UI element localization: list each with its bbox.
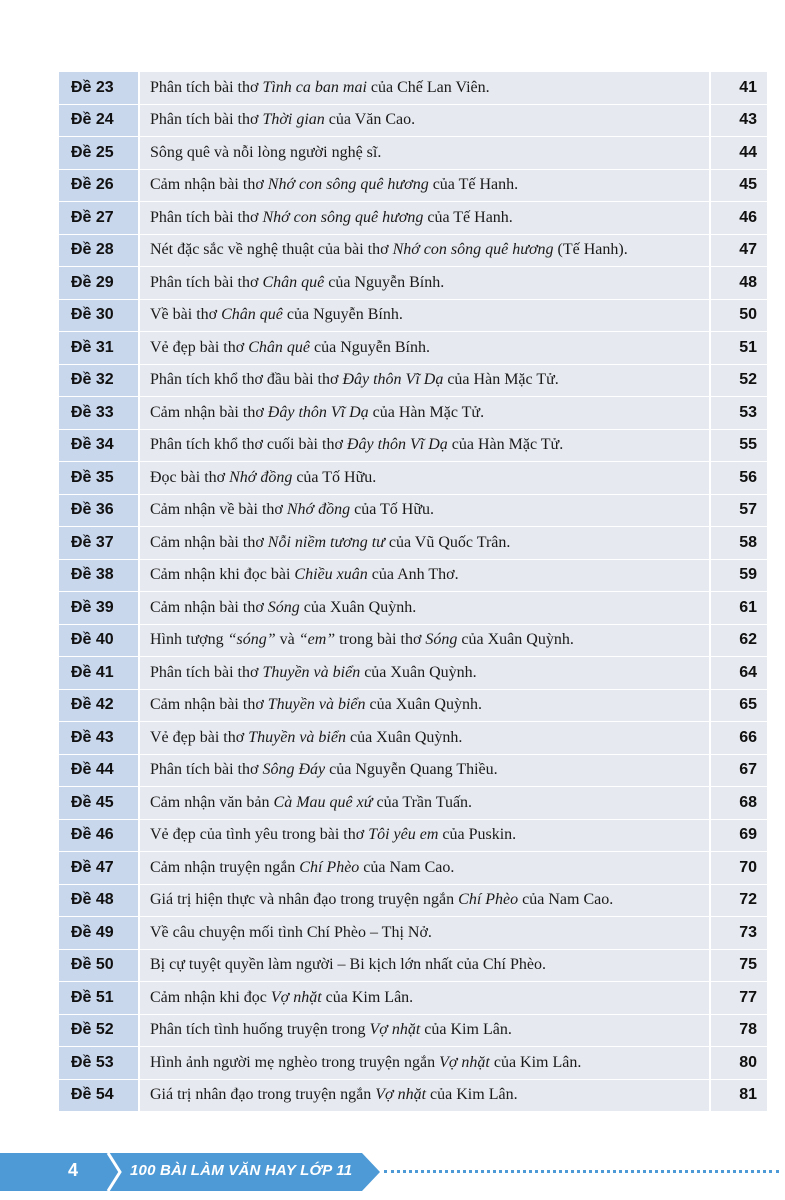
toc-title-segment: của Xuân Quỳnh. bbox=[345, 728, 463, 746]
toc-body bbox=[59, 72, 767, 1112]
toc-entry-title bbox=[138, 332, 709, 365]
toc-row bbox=[59, 755, 767, 788]
toc-title-segment: Vẻ đẹp bài thơ bbox=[150, 728, 249, 746]
toc-title-italic-segment: Cà Mau quê xứ bbox=[273, 793, 373, 811]
toc-entry-number: Đề 32 bbox=[59, 365, 138, 398]
toc-title-segment: của Anh Thơ. bbox=[367, 566, 459, 584]
toc-title-italic-segment: Thuyền và biển bbox=[267, 696, 366, 714]
toc-title-segment: của Tế Hanh. bbox=[428, 176, 519, 194]
toc-entry-title bbox=[138, 1047, 709, 1080]
toc-entry-number: Đề 51 bbox=[59, 982, 138, 1015]
toc-title-segment: của Kim Lân. bbox=[420, 1021, 512, 1039]
toc-row bbox=[59, 820, 767, 853]
toc-row bbox=[59, 527, 767, 560]
toc-entry-title bbox=[138, 982, 709, 1015]
toc-entry-page: 66 bbox=[709, 722, 767, 755]
toc-row bbox=[59, 137, 767, 170]
toc-row bbox=[59, 852, 767, 885]
toc-entry-title bbox=[138, 430, 709, 463]
toc-title-segment: của Kim Lân. bbox=[426, 1086, 518, 1104]
toc-title-segment: của Nguyễn Quang Thiều. bbox=[325, 761, 498, 779]
toc-entry-number: Đề 40 bbox=[59, 625, 138, 658]
toc-title-segment: của Nguyễn Bính. bbox=[282, 306, 403, 324]
toc-title-italic-segment: Sông Đáy bbox=[262, 761, 326, 779]
toc-row bbox=[59, 885, 767, 918]
toc-title-italic-segment: Nhớ đồng bbox=[286, 501, 351, 519]
toc-entry-page: 57 bbox=[709, 495, 767, 528]
toc-title-segment: của Xuân Quỳnh. bbox=[457, 631, 574, 649]
page-footer bbox=[0, 1153, 785, 1191]
toc-title-segment: của Xuân Quỳnh. bbox=[360, 663, 477, 681]
toc-entry-title bbox=[138, 202, 709, 235]
toc-row bbox=[59, 560, 767, 593]
toc-title-segment: Hình ảnh người mẹ nghèo trong truyện ngắn bbox=[150, 1053, 440, 1071]
toc-entry-page: 65 bbox=[709, 690, 767, 723]
toc-row bbox=[59, 105, 767, 138]
toc-title-italic-segment: Thuyền và biển bbox=[248, 728, 346, 746]
toc-entry-number: Đề 29 bbox=[59, 267, 138, 300]
toc-entry-title bbox=[138, 657, 709, 690]
toc-entry-number: Đề 47 bbox=[59, 852, 138, 885]
toc-entry-title bbox=[138, 950, 709, 983]
toc-entry-number: Đề 37 bbox=[59, 527, 138, 560]
toc-entry-number: Đề 53 bbox=[59, 1047, 138, 1080]
toc-title-segment: Cảm nhận bài thơ bbox=[150, 696, 268, 714]
toc-title-segment: của Hàn Mặc Tử. bbox=[447, 436, 564, 454]
toc-title-segment: Về câu chuyện mối tình Chí Phèo – Thị Nở. bbox=[150, 923, 432, 941]
toc-row bbox=[59, 722, 767, 755]
toc-entry-number: Đề 52 bbox=[59, 1015, 138, 1048]
toc-entry-title bbox=[138, 105, 709, 138]
toc-title-segment: Phân tích bài thơ bbox=[150, 273, 263, 291]
toc-entry-page: 56 bbox=[709, 462, 767, 495]
toc-title-segment: Phân tích tình huống truyện trong bbox=[150, 1021, 370, 1039]
toc-title-segment: Vẻ đẹp bài thơ bbox=[150, 338, 249, 356]
toc-entry-title bbox=[138, 852, 709, 885]
toc-row bbox=[59, 592, 767, 625]
toc-title-segment: Hình tượng bbox=[150, 631, 228, 649]
toc-entry-title bbox=[138, 917, 709, 950]
toc-title-segment: của Nam Cao. bbox=[359, 858, 455, 876]
toc-title-segment: Phân tích khổ thơ đầu bài thơ bbox=[150, 371, 343, 389]
toc-entry-title bbox=[138, 885, 709, 918]
footer-divider-chevron bbox=[104, 1153, 124, 1191]
toc-title-segment: của Nguyễn Bính. bbox=[310, 338, 430, 356]
toc-title-segment: của Tố Hữu. bbox=[350, 501, 435, 519]
toc-title-segment: Cảm nhận bài thơ bbox=[150, 403, 268, 421]
toc-entry-title bbox=[138, 560, 709, 593]
book-title: 100 BÀI LÀM VĂN HAY LỚP 11 bbox=[130, 1162, 353, 1179]
toc-title-italic-segment: Chân quê bbox=[262, 273, 325, 291]
toc-entry-page: 62 bbox=[709, 625, 767, 658]
toc-entry-number: Đề 35 bbox=[59, 462, 138, 495]
toc-title-italic-segment: Nỗi niềm tương tư bbox=[267, 533, 385, 551]
toc-entry-number: Đề 39 bbox=[59, 592, 138, 625]
toc-title-italic-segment: Vợ nhặt bbox=[439, 1053, 490, 1071]
toc-title-italic-segment: Sóng bbox=[425, 631, 458, 649]
toc-entry-number: Đề 50 bbox=[59, 950, 138, 983]
toc-entry-number: Đề 44 bbox=[59, 755, 138, 788]
toc-row bbox=[59, 657, 767, 690]
toc-entry-page: 77 bbox=[709, 982, 767, 1015]
toc-entry-page: 80 bbox=[709, 1047, 767, 1080]
toc-entry-page: 52 bbox=[709, 365, 767, 398]
toc-title-segment: của Puskin. bbox=[438, 826, 517, 844]
toc-entry-number: Đề 28 bbox=[59, 235, 138, 268]
toc-entry-page: 61 bbox=[709, 592, 767, 625]
toc-title-segment: của Văn Cao. bbox=[324, 111, 416, 129]
toc-row bbox=[59, 300, 767, 333]
toc-title-segment: của Hàn Mặc Tử. bbox=[368, 403, 485, 421]
toc-entry-page: 47 bbox=[709, 235, 767, 268]
toc-entry-title bbox=[138, 690, 709, 723]
toc-title-segment: của Hàn Mặc Tử. bbox=[443, 371, 559, 389]
toc-title-italic-segment: Chân quê bbox=[248, 338, 310, 356]
toc-row bbox=[59, 235, 767, 268]
toc-row bbox=[59, 332, 767, 365]
toc-entry-number: Đề 31 bbox=[59, 332, 138, 365]
toc-title-segment: Phân tích khổ thơ cuối bài thơ bbox=[150, 436, 347, 454]
toc-entry-number: Đề 49 bbox=[59, 917, 138, 950]
toc-title-italic-segment: Tôi yêu em bbox=[368, 826, 439, 844]
toc-title-italic-segment: Vợ nhặt bbox=[375, 1086, 427, 1104]
toc-title-italic-segment: Tình ca ban mai bbox=[262, 78, 367, 96]
toc-entry-number: Đề 38 bbox=[59, 560, 138, 593]
toc-entry-title bbox=[138, 527, 709, 560]
toc-title-italic-segment: Thuyền và biển bbox=[262, 663, 361, 681]
toc-title-segment: Cảm nhận về bài thơ bbox=[150, 501, 287, 519]
toc-row bbox=[59, 1015, 767, 1048]
toc-title-segment: của Xuân Quỳnh. bbox=[365, 696, 482, 714]
toc-title-italic-segment: Đây thôn Vĩ Dạ bbox=[342, 371, 444, 389]
toc-entry-number: Đề 24 bbox=[59, 105, 138, 138]
toc-title-italic-segment: Chân quê bbox=[221, 306, 283, 324]
toc-entry-number: Đề 34 bbox=[59, 430, 138, 463]
toc-title-segment: của Nam Cao. bbox=[518, 891, 614, 909]
toc-entry-page: 81 bbox=[709, 1080, 767, 1113]
toc-entry-title bbox=[138, 592, 709, 625]
toc-entry-title bbox=[138, 787, 709, 820]
toc-entry-title bbox=[138, 820, 709, 853]
footer-dotted-line bbox=[384, 1170, 779, 1173]
toc-title-segment: của Tế Hanh. bbox=[423, 208, 513, 226]
toc-title-segment: của Nguyễn Bính. bbox=[324, 273, 445, 291]
toc-title-italic-segment: Thời gian bbox=[262, 111, 325, 129]
toc-title-segment: Cảm nhận khi đọc bbox=[150, 988, 271, 1006]
toc-row bbox=[59, 917, 767, 950]
toc-entry-page: 46 bbox=[709, 202, 767, 235]
toc-entry-title bbox=[138, 625, 709, 658]
toc-title-italic-segment: Vợ nhặt bbox=[270, 988, 322, 1006]
toc-row bbox=[59, 950, 767, 983]
toc-entry-page: 45 bbox=[709, 170, 767, 203]
toc-title-italic-segment: Đây thôn Vĩ Dạ bbox=[346, 436, 448, 454]
toc-row bbox=[59, 495, 767, 528]
toc-title-segment: Giá trị nhân đạo trong truyện ngắn bbox=[150, 1086, 376, 1104]
toc-title-segment: Cảm nhận văn bản bbox=[150, 793, 274, 811]
toc-row bbox=[59, 267, 767, 300]
toc-title-segment: Phân tích bài thơ bbox=[150, 663, 263, 681]
toc-entry-title bbox=[138, 755, 709, 788]
toc-title-italic-segment: Nhớ con sông quê hương bbox=[262, 208, 424, 226]
toc-title-italic-segment: “em” bbox=[298, 631, 336, 649]
toc-row bbox=[59, 365, 767, 398]
toc-row bbox=[59, 787, 767, 820]
toc-title-segment: của Xuân Quỳnh. bbox=[299, 598, 417, 616]
toc-entry-page: 53 bbox=[709, 397, 767, 430]
toc-entry-page: 44 bbox=[709, 137, 767, 170]
toc-entry-number: Đề 45 bbox=[59, 787, 138, 820]
toc-title-segment: Cảm nhận bài thơ bbox=[150, 176, 268, 194]
toc-title-segment: Phân tích bài thơ bbox=[150, 78, 263, 96]
toc-title-segment: (Tế Hanh). bbox=[553, 241, 628, 259]
toc-title-italic-segment: Nhớ con sông quê hương bbox=[267, 176, 429, 194]
toc-row bbox=[59, 462, 767, 495]
toc-entry-number: Đề 46 bbox=[59, 820, 138, 853]
toc-entry-page: 64 bbox=[709, 657, 767, 690]
toc-entry-page: 48 bbox=[709, 267, 767, 300]
toc-entry-page: 58 bbox=[709, 527, 767, 560]
toc-title-segment: của Chế Lan Viên. bbox=[366, 78, 490, 96]
toc-title-segment: Cảm nhận bài thơ bbox=[150, 598, 268, 616]
toc-entry-page: 59 bbox=[709, 560, 767, 593]
toc-title-segment: Bị cự tuyệt quyền làm người – Bi kịch lớn nhất của Chí Phèo. bbox=[150, 956, 546, 974]
toc-title-segment: Cảm nhận truyện ngắn bbox=[150, 858, 300, 876]
toc-title-segment: Phân tích bài thơ bbox=[150, 111, 263, 129]
toc-title-italic-segment: Nhớ con sông quê hương bbox=[392, 241, 554, 259]
toc-title-segment: Vẻ đẹp của tình yêu trong bài thơ bbox=[150, 826, 369, 844]
toc-title-italic-segment: Đây thôn Vĩ Dạ bbox=[267, 403, 369, 421]
toc-title-italic-segment: Sóng bbox=[267, 598, 300, 616]
toc-entry-number: Đề 25 bbox=[59, 137, 138, 170]
toc-entry-number: Đề 41 bbox=[59, 657, 138, 690]
toc-entry-title bbox=[138, 72, 709, 105]
toc-entry-number: Đề 48 bbox=[59, 885, 138, 918]
toc-title-segment: Phân tích bài thơ bbox=[150, 761, 263, 779]
toc-entry-number: Đề 36 bbox=[59, 495, 138, 528]
toc-row bbox=[59, 1080, 767, 1113]
toc-row bbox=[59, 690, 767, 723]
toc-row bbox=[59, 397, 767, 430]
toc-title-italic-segment: Chí Phèo bbox=[458, 891, 519, 909]
toc-title-segment: Phân tích bài thơ bbox=[150, 208, 263, 226]
toc-row bbox=[59, 202, 767, 235]
toc-entry-title bbox=[138, 462, 709, 495]
toc-title-italic-segment: Chiều xuân bbox=[294, 566, 368, 584]
toc-row bbox=[59, 625, 767, 658]
toc-title-segment: và bbox=[275, 631, 299, 649]
toc-title-segment: của Kim Lân. bbox=[489, 1053, 582, 1071]
toc-row bbox=[59, 170, 767, 203]
toc-title-segment: Giá trị hiện thực và nhân đạo trong truyện ngắn bbox=[150, 891, 459, 909]
page-number: 4 bbox=[68, 1160, 79, 1180]
toc-entry-number: Đề 42 bbox=[59, 690, 138, 723]
toc-entry-number: Đề 23 bbox=[59, 72, 138, 105]
toc-entry-page: 41 bbox=[709, 72, 767, 105]
toc-entry-title bbox=[138, 495, 709, 528]
toc-title-italic-segment: “sóng” bbox=[227, 631, 276, 649]
toc-entry-title bbox=[138, 170, 709, 203]
toc-entry-page: 73 bbox=[709, 917, 767, 950]
toc-entry-page: 75 bbox=[709, 950, 767, 983]
toc-title-segment: của Vũ Quốc Trân. bbox=[384, 533, 511, 551]
toc-entry-page: 50 bbox=[709, 300, 767, 333]
toc-title-segment: Đọc bài thơ bbox=[150, 468, 230, 486]
toc-title-segment: của Trần Tuấn. bbox=[372, 793, 473, 811]
toc-entry-title bbox=[138, 235, 709, 268]
toc-entry-page: 78 bbox=[709, 1015, 767, 1048]
toc-title-italic-segment: Chí Phèo bbox=[299, 858, 360, 876]
toc-entry-page: 51 bbox=[709, 332, 767, 365]
toc-row bbox=[59, 1047, 767, 1080]
toc-title-segment: trong bài thơ bbox=[335, 631, 426, 649]
toc-entry-page: 68 bbox=[709, 787, 767, 820]
toc-entry-page: 69 bbox=[709, 820, 767, 853]
toc-entry-title bbox=[138, 300, 709, 333]
toc-entry-title bbox=[138, 137, 709, 170]
toc-title-segment: Sông quê và nỗi lòng người nghệ sĩ. bbox=[150, 143, 382, 161]
toc-entry-title bbox=[138, 1080, 709, 1113]
toc-entry-number: Đề 33 bbox=[59, 397, 138, 430]
toc-entry-title bbox=[138, 1015, 709, 1048]
toc-title-segment: Về bài thơ bbox=[150, 306, 222, 324]
toc-entry-number: Đề 54 bbox=[59, 1080, 138, 1113]
toc-entry-title bbox=[138, 397, 709, 430]
toc-entry-title bbox=[138, 365, 709, 398]
toc-entry-number: Đề 27 bbox=[59, 202, 138, 235]
toc-entry-title bbox=[138, 722, 709, 755]
toc-title-segment: của Kim Lân. bbox=[321, 988, 414, 1006]
toc-row bbox=[59, 430, 767, 463]
toc-entry-page: 72 bbox=[709, 885, 767, 918]
toc-entry-number: Đề 30 bbox=[59, 300, 138, 333]
toc-title-segment: của Tố Hữu. bbox=[292, 468, 377, 486]
toc-entry-number: Đề 26 bbox=[59, 170, 138, 203]
toc-entry-page: 70 bbox=[709, 852, 767, 885]
toc-entry-page: 43 bbox=[709, 105, 767, 138]
toc-entry-number: Đề 43 bbox=[59, 722, 138, 755]
toc-title-segment: Nét đặc sắc về nghệ thuật của bài thơ bbox=[150, 241, 393, 259]
toc-row bbox=[59, 72, 767, 105]
toc-title-italic-segment: Nhớ đồng bbox=[229, 468, 293, 486]
toc-title-italic-segment: Vợ nhặt bbox=[369, 1021, 421, 1039]
toc-entry-page: 67 bbox=[709, 755, 767, 788]
toc-entry-page: 55 bbox=[709, 430, 767, 463]
toc-entry-title bbox=[138, 267, 709, 300]
toc-row bbox=[59, 982, 767, 1015]
table-of-contents bbox=[59, 72, 767, 1112]
toc-title-segment: Cảm nhận bài thơ bbox=[150, 533, 268, 551]
toc-title-segment: Cảm nhận khi đọc bài bbox=[150, 566, 295, 584]
